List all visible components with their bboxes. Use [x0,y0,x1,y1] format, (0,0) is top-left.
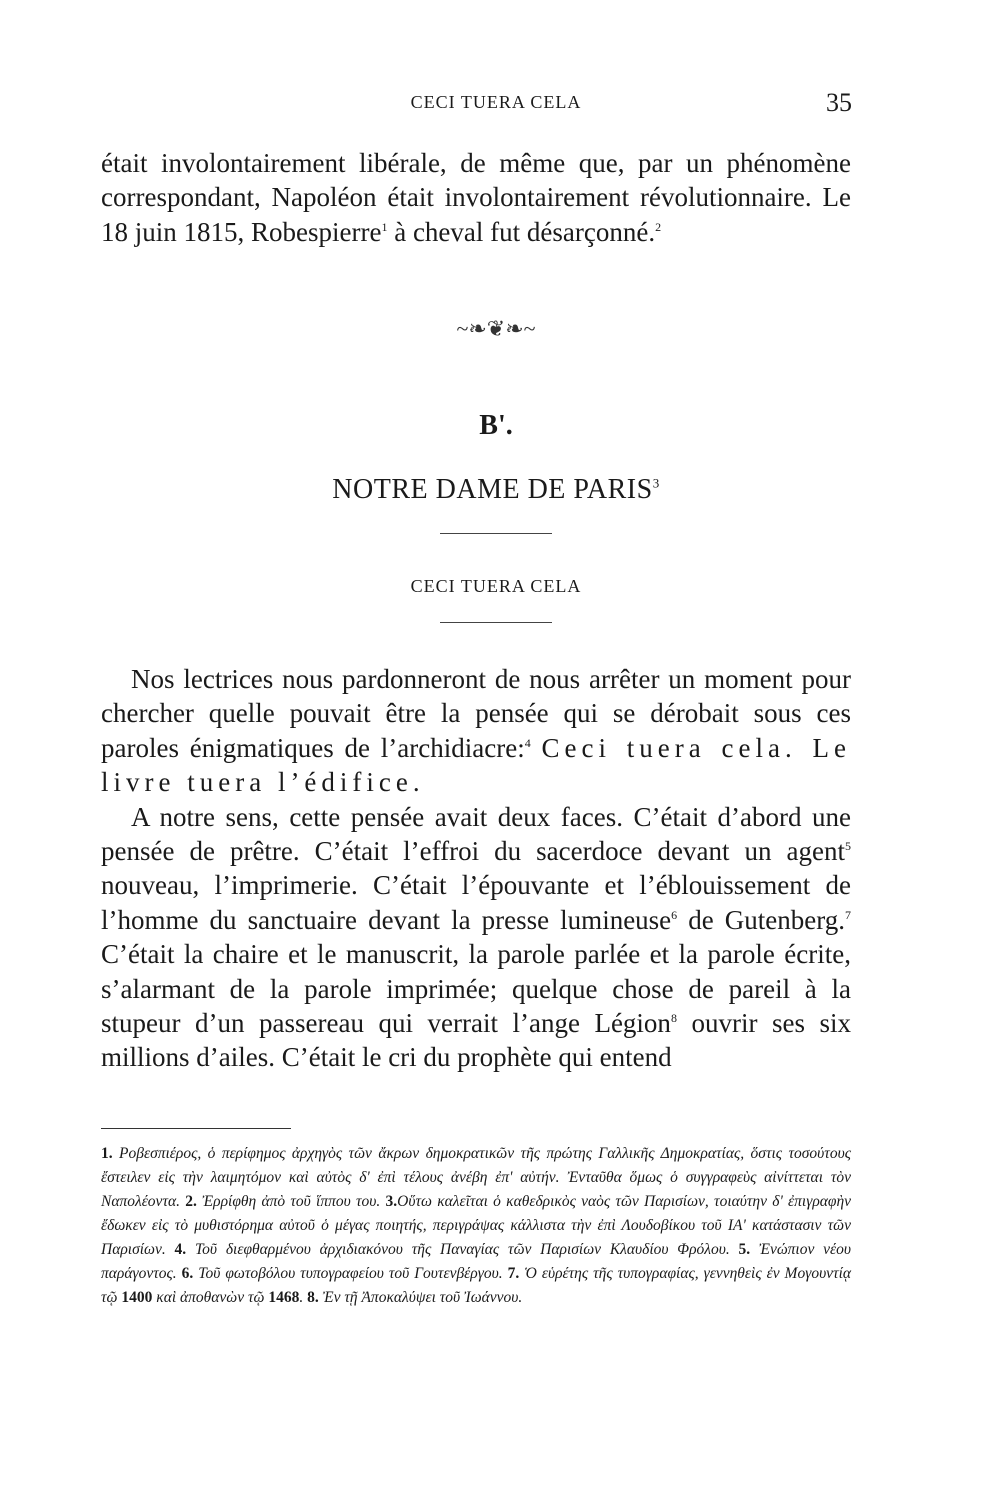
running-title: CECI TUERA CELA [410,92,582,112]
subheading-rule [440,622,552,623]
footnote-text: Τοῦ διεφθαρμένου ἀρχιδιακόνου τῆς Παναγίας τῶν Παρισίων Κλαυδίου Φρόλου. [194,1241,730,1258]
footnote-ref: 3 [652,475,660,491]
paragraph-2: A notre sens, cette pensée avait deux faces. C’était d’abord une pensée de prêtre. C’était l’effroi du sacerdoce devant un agent$^5$ nouveau, l’imprimerie. C’était l’épouvante et l’éblouissement de l’homme du sanctuaire devant la presse lumineuse$^6$ de Gutenberg.$^7$ C’était la chaire et le manuscrit, la parole parlée et la parole écrite, s’alarmant de la parole imprimée; quelque chose de pareil à la stupeur d’un passereau qui verrait l’ange Légion$^8$ ouvrir ses six millions d’ailes. C’était le cri du prophète qui entend [101,801,851,1073]
footnote-text: καὶ ἀποθανὼν τῷ [156,1289,265,1306]
footnote-number: 7. [507,1265,520,1282]
footnote-ref: 7 [845,907,851,922]
footnote-text: Οὕτω καλεῖται ὁ καθεδρικὸς ναὸς τῶν Παρισίων, τοιαύτην δ' ἐπιγραφὴν ἔδωκεν εἰς τὸ μυθιστόρημα αὐτοῦ ὁ μέγας ποιητής, περιγράψας κάλλιστα τὴν ἐπὶ Λουδοβίκου τοῦ ΙΑ' κατάστασιν τῶν Παρισίων. [101,1193,852,1258]
heading-rule [440,533,552,534]
footnotes: 1. Ροβεσπιέρος, ὁ περίφημος ἀρχηγὸς τῶν ἄκρων δημοκρατικῶν τῆς πρώτης Γαλλικῆς Δημοκρατίας, ὅστις τοσούτους ἔστειλεν εἰς τὴν λαιμητόμον καὶ αὐτὸς δ' ἐπὶ τέλους ἀνέβη ἐπ' αὐτήν. Ἐνταῦθα ὅμως ὁ συγγραφεὺς αἰνίττεται τὸν Ναπολέοντα. 2. Ἐρρίφθη ἀπὸ τοῦ ἵππου του. 3.Οὕτω καλεῖται ὁ καθεδρικὸς ναὸς τῶν Παρισίων, τοιαύτην δ' ἐπιγραφὴν ἔδωκεν εἰς τὸ μυθιστόρημα αὐτοῦ ὁ μέγας ποιητής, περιγράψας κάλλιστα τὴν ἐπὶ Λουδοβίκου τοῦ ΙΑ' κατάστασιν τῶν Παρισίων. 4. Τοῦ διεφθαρμένου ἀρχιδιακόνου τῆς Παναγίας τῶν Παρισίων Κλαυδίου Φρόλου. 5. Ἐνώπιον νέου παράγοντος. 6. Τοῦ φωτοβόλου τυπογραφείου τοῦ Γουτενβέργου. 7. Ὁ εὑρέτης τῆς τυπογραφίας, γεννηθεὶς ἐν Μογουντίᾳ τῷ 1400 καὶ ἀποθανὼν τῷ 1468. 8. Ἐν τῇ Ἀποκαλύψει τοῦ Ἰωάννου. [101,1145,852,1306]
footnote-text: Ἐνώπιον νέου παράγοντος. [101,1241,851,1282]
footnote-number: 5. [738,1241,751,1258]
year: 1468 [268,1289,300,1306]
footnote-text: Ὁ εὑρέτης τῆς τυπογραφίας, γεννηθεὶς ἐν Μογουντίᾳ τῷ [101,1265,852,1306]
ornament-divider: ~❧❦❧~ [456,316,536,341]
opening-paragraph [101,146,851,249]
opening-text: était involontairement libérale, de même que, par un phénomène correspondant, Napoléon était involontairement révolutionnaire. Le 18 juin 1815, Robespierre [101,148,851,247]
footnote-number: 1. [101,1145,113,1162]
section-heading [0,474,992,506]
footnote-ref: 8 [670,1011,677,1026]
subheading: CECI TUERA CELA [410,576,582,596]
page-number: 35 [826,88,852,117]
emphasized-phrase: Ceci tuera cela. Le livre tuera l’édifice. [101,732,851,798]
paragraph-1: Nos lectrices nous pardonneront de nous arrêter un moment pour chercher quelle pouvait être la pensée qui se dérobait sous ces paroles énigmatiques de l’archidiacre:$^4$ Ceci tuera cela. Le livre tuera l’édifice. [101,664,851,798]
section-title: NOTRE DAME DE PARIS [332,474,653,505]
running-head [0,88,992,122]
footnote-ref: 2 [655,219,662,234]
footnote-number: 6. [181,1265,194,1282]
opening-text-cont: à cheval fut désarçonné. [387,216,656,247]
year: 1400 [121,1289,153,1306]
footnote-text: Ροβεσπιέρος, ὁ περίφημος ἀρχηγὸς τῶν ἄκρων δημοκρατικῶν τῆς πρώτης Γαλλικῆς Δημοκρατίας, ὅστις τοσούτους ἔστειλεν εἰς τὴν λαιμητόμον καὶ αὐτὸς δ' ἐπὶ τέλους ἀνέβη ἐπ' αὐτήν. Ἐνταῦθα ὅμως ὁ συγγραφεὺς αἰνίττεται τὸν Ναπολέοντα. [101,1145,851,1210]
section-letter: B'. [479,410,513,441]
footnote-rule [101,1128,291,1129]
footnote-ref: 5 [845,839,851,854]
footnote-number: 3. [385,1193,398,1210]
footnote-text: Τοῦ φωτοβόλου τυπογραφείου τοῦ Γουτενβέργου. [198,1265,503,1282]
footnote-ref: 4 [524,735,531,750]
footnote-number: 2. [185,1193,197,1210]
footnote-number: 4. [174,1241,187,1258]
main-text [101,662,851,1075]
footnote-number: 8. [307,1289,319,1306]
footnote-text: Ἐρρίφθη ἀπὸ τοῦ ἵππου του. [202,1193,381,1210]
footnote-ref: 1 [381,219,388,234]
footnote-text: Ἐν τῇ Ἀποκαλύψει τοῦ Ἰωάννου. [322,1289,523,1306]
footnote-ref: 6 [671,907,678,922]
